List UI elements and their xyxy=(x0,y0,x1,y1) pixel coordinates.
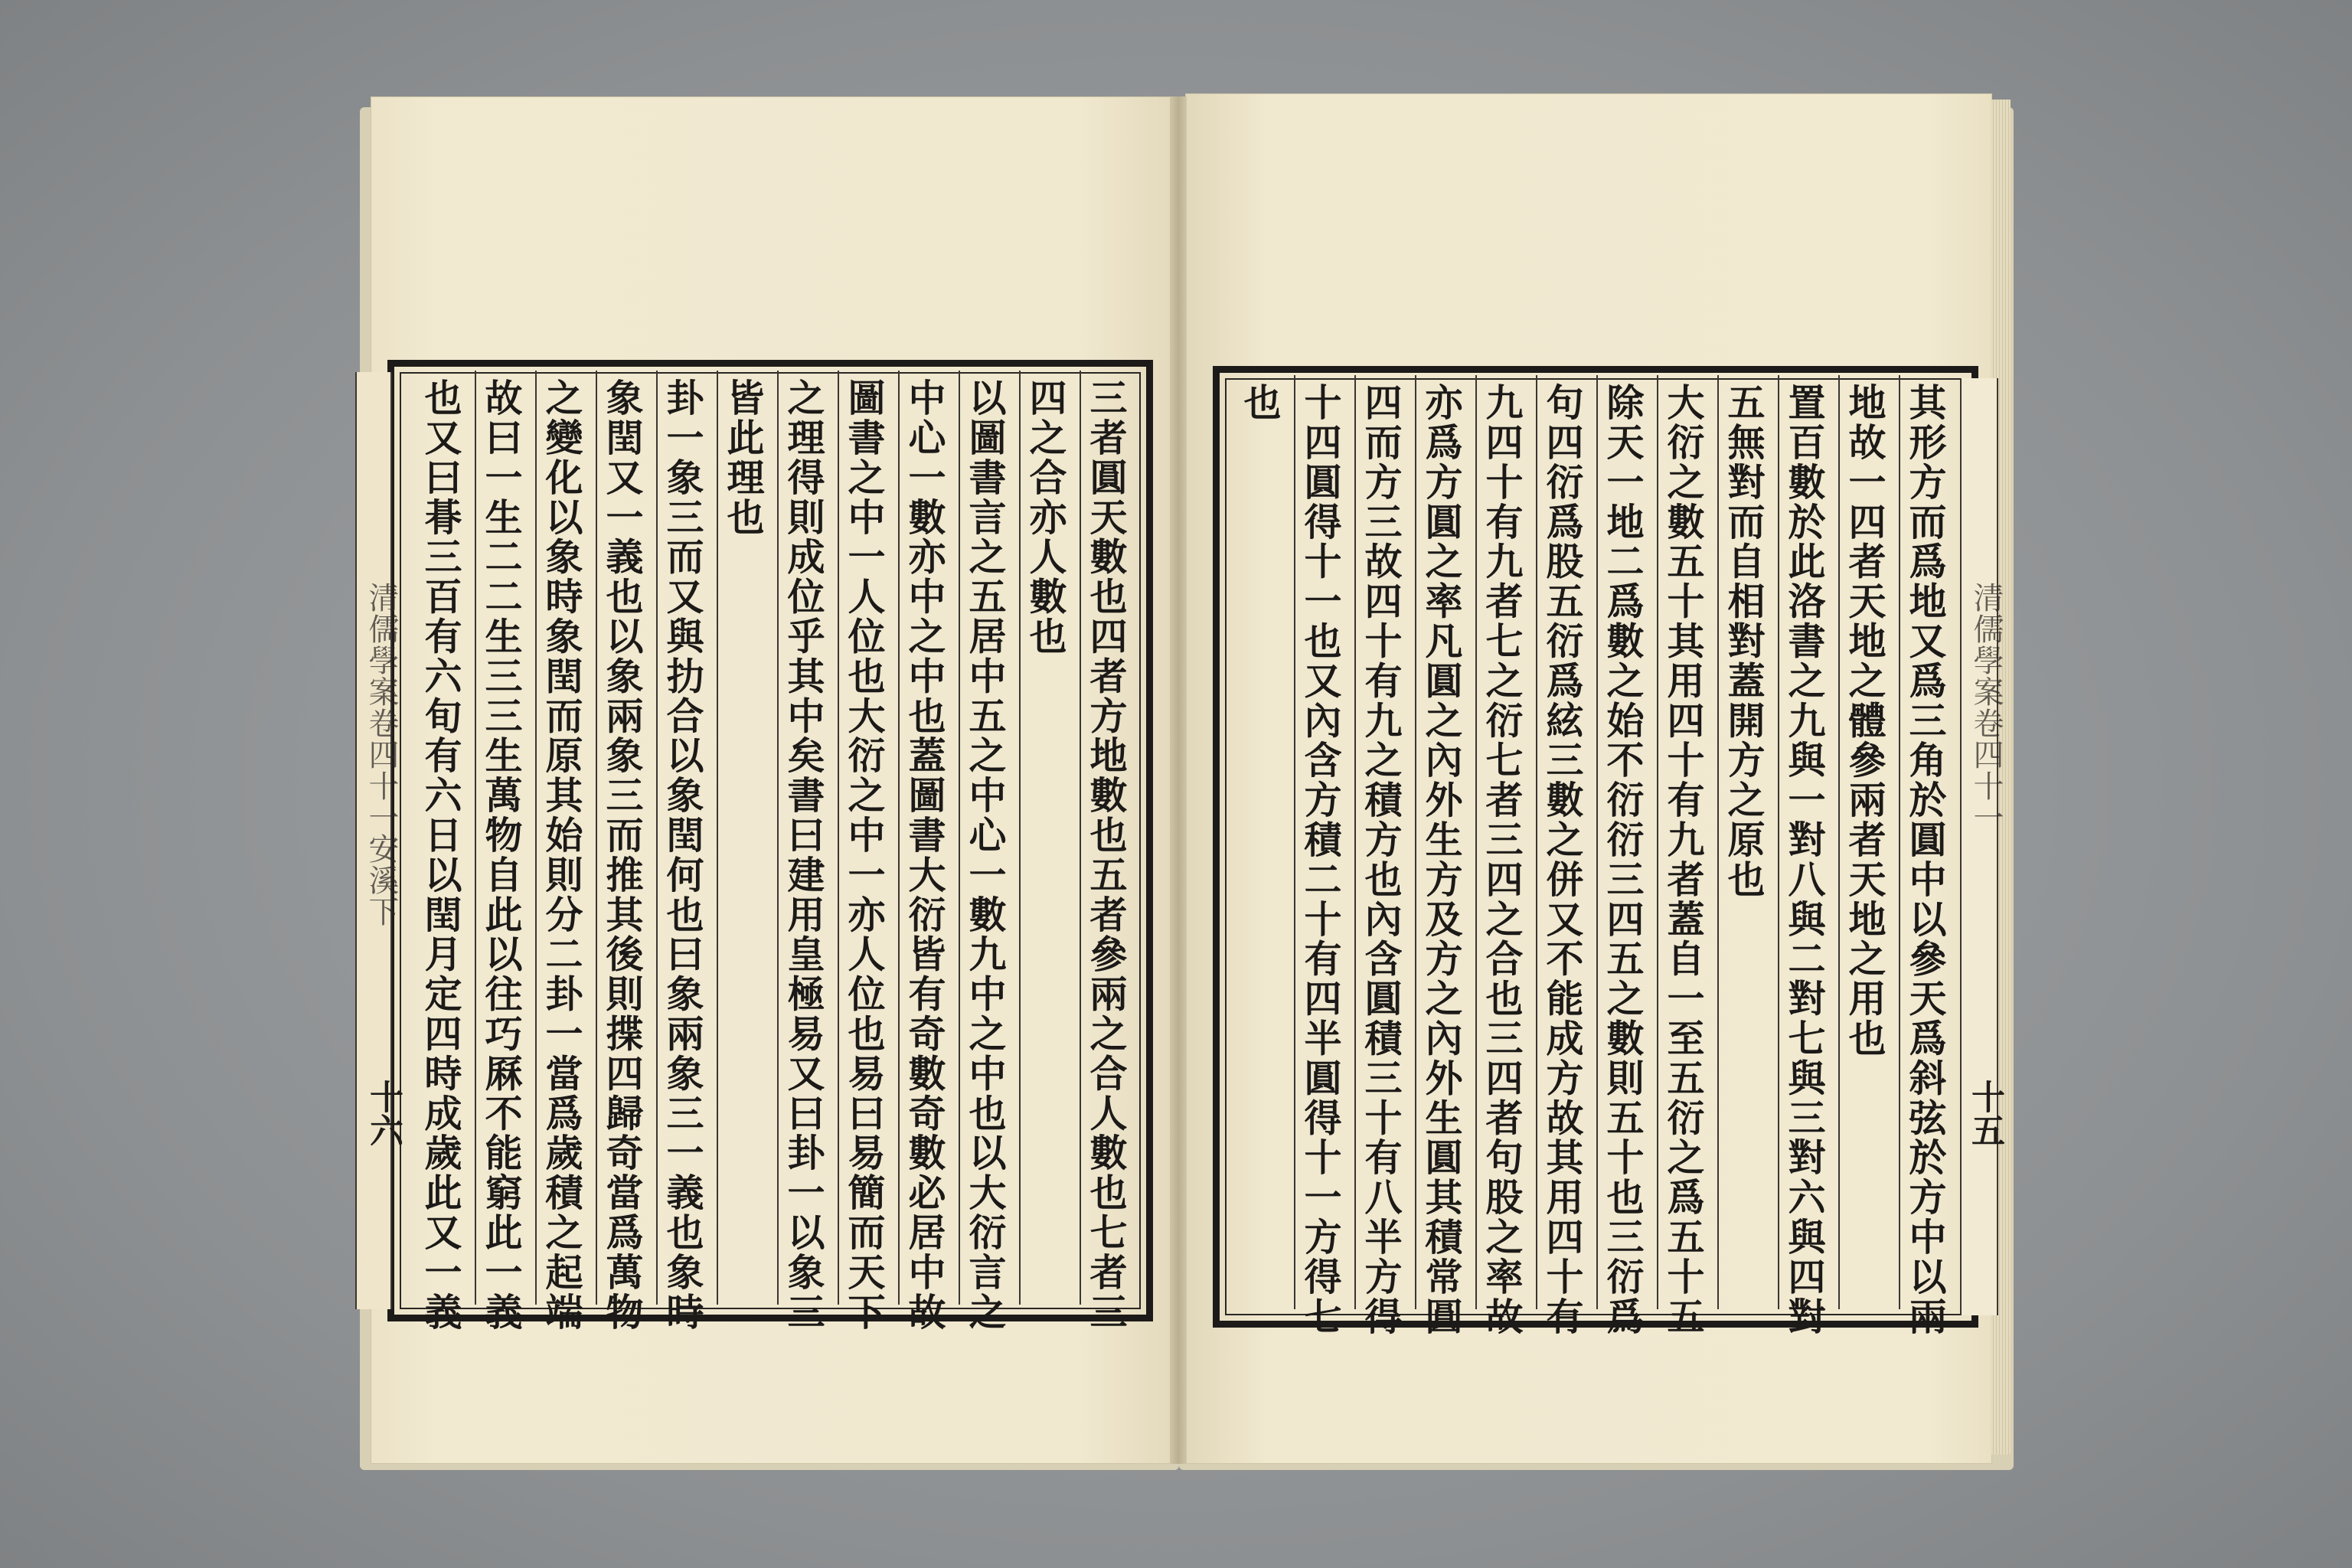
text-column: 以圖書言之五居中五之中心一數九中之中也以大衍言之 xyxy=(963,378,1008,1332)
column-rule xyxy=(656,371,658,1305)
text-column: 圖書之中一人位也大衍之中一亦人位也易曰易簡而天下 xyxy=(842,378,887,1332)
column-rule xyxy=(1657,375,1658,1309)
left-margin-label: 清儒學案卷四十一安溪下 xyxy=(364,582,399,927)
column-rule xyxy=(1838,375,1840,1309)
left-page-number: 十六 xyxy=(364,1080,403,1147)
text-column: 皆此理也 xyxy=(721,378,766,537)
column-rule xyxy=(838,371,839,1305)
column-rule xyxy=(596,371,597,1305)
text-column: 地故一四者天地之體參兩者天地之用也 xyxy=(1843,383,1887,1059)
text-column: 故曰一生二二生三三生萬物自此以往巧厤不能窮此一義 xyxy=(479,378,524,1332)
right-page-number: 十五 xyxy=(1965,1080,2004,1147)
column-rule xyxy=(1354,375,1356,1309)
column-rule xyxy=(535,371,537,1305)
column-rule xyxy=(1536,375,1537,1309)
text-column: 五無對而自相對蓋開方之原也 xyxy=(1722,383,1766,900)
text-column: 也又曰朞三百有六旬有六日以閏月定四時成歲此又一義 xyxy=(419,378,463,1332)
column-rule xyxy=(717,371,718,1305)
text-column: 亦爲方圓之率凡圓之內外生方及方之內外生圓其積常圓 xyxy=(1419,383,1464,1337)
text-column: 其形方而爲地又爲三角於圓中以參天爲斜弦於方中以兩 xyxy=(1903,383,1948,1337)
column-rule xyxy=(1899,375,1900,1309)
text-column: 置百數於此洛書之九與一對八與二對七與三對六與四對 xyxy=(1782,383,1827,1337)
column-rule xyxy=(1019,371,1021,1305)
text-column: 九四十有九者七之衍七者三四之合也三四者句股之率故 xyxy=(1480,383,1524,1337)
column-rule xyxy=(777,371,779,1305)
column-rule xyxy=(475,371,476,1305)
text-column: 三者圓天數也四者方地數也五者參兩之合人數也七者三 xyxy=(1084,378,1129,1332)
text-column: 卦一象三而又與扐合以象閏何也曰象兩象三一義也象時 xyxy=(661,378,705,1332)
text-column: 句四衍爲股五衍爲絃三數之併又不能成方故其用四十有 xyxy=(1540,383,1585,1337)
text-column: 四之合亦人數也 xyxy=(1024,378,1068,657)
text-column: 象閏又一義也以象兩象三而推其後則揲四歸奇當爲萬物 xyxy=(600,378,645,1332)
column-rule xyxy=(1415,375,1416,1309)
text-column: 除天一地二爲數之始不衍衍三四五之數則五十也三衍爲 xyxy=(1601,383,1645,1337)
column-rule xyxy=(1475,375,1477,1309)
column-rule xyxy=(1717,375,1719,1309)
text-column: 之理得則成位乎其中矣書曰建用皇極易又曰卦一以象三 xyxy=(782,378,826,1332)
column-rule xyxy=(1596,375,1598,1309)
right-page-center-strip xyxy=(1960,378,1998,1315)
column-rule xyxy=(1294,375,1295,1309)
column-rule xyxy=(1080,371,1081,1305)
text-column: 中心一數亦中之中也蓋圖書大衍皆有奇數奇數必居中故 xyxy=(903,378,947,1332)
text-column: 四而方三故四十有九之積方也內含圓積三十有八半方得 xyxy=(1359,383,1403,1337)
text-column: 大衍之數五十其用四十有九者蓋自一至五衍之爲五十五 xyxy=(1661,383,1706,1337)
column-rule xyxy=(898,371,900,1305)
text-column: 也 xyxy=(1238,383,1282,423)
column-rule xyxy=(1778,375,1779,1309)
text-column: 之變化以象時象閏而原其始則分二卦一當爲歲積之起端 xyxy=(540,378,584,1332)
text-column: 十四圓得十一也又內含方積二十有四半圓得十一方得七 xyxy=(1298,383,1343,1337)
column-rule xyxy=(959,371,960,1305)
book-gutter xyxy=(1170,96,1187,1464)
right-margin-label: 清儒學案卷四十一 xyxy=(1968,582,2004,833)
